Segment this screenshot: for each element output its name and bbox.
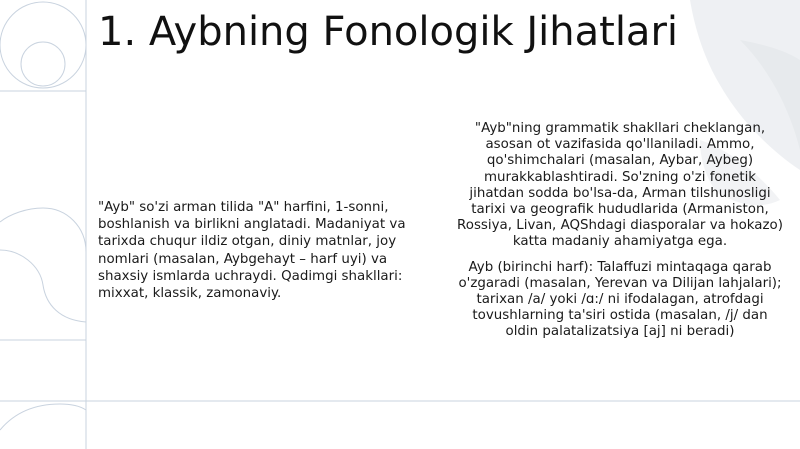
slide-title: 1. Aybning Fonologik Jihatlari [98, 9, 678, 55]
decor-circle-small [21, 42, 65, 86]
right-paragraph-grammar: "Ayb"ning grammatik shakllari cheklangan, asosan ot vazifasida qo'llaniladi. Ammo, qo'shimchalari (masalan, Aybar, Aybeg) murakkablashtiradi. So'zning o'zi fonetik jihatdan sodda bo'lsa-da, Arman tilshunosligi tarixi va geografik hududlarida (Armaniston, Rossiya, Livan, AQShdagi diasporalar va hokazo) katta madaniy ahamiyatga ega. [457, 121, 783, 250]
decor-arc-middle [0, 208, 86, 270]
left-paragraph: "Ayb" so'zi arman tilida "A" harfini, 1-sonni, boshlanish va birlikni anglatadi. Madaniyat va tarixda chuqur ildiz otgan, diniy matnlar, joy nomlari (masalan, Aybgehayt – harf uyi) va shaxsiy ismlarda uchraydi. Qadimgi shakllari: mixxat, klassik, zamonaviy. [98, 200, 406, 302]
right-column [455, 121, 785, 341]
right-paragraph-pronunciation: Ayb (birinchi harf): Talaffuzi mintaqaga qarab o'zgaradi (masalan, Yerevan va Dilijan lahjalari); tarixan /a/ yoki /ɑ:/ ni ifodalagan, atrofdagi tovushlarning ta'siri ostida (masalan, /j/ dan oldin palatalizatsiya [aj] ni beradi) [458, 259, 782, 340]
decor-arc-inner [0, 250, 86, 322]
decor-arc-bottom [0, 404, 86, 430]
decor-circle-large [0, 2, 86, 88]
